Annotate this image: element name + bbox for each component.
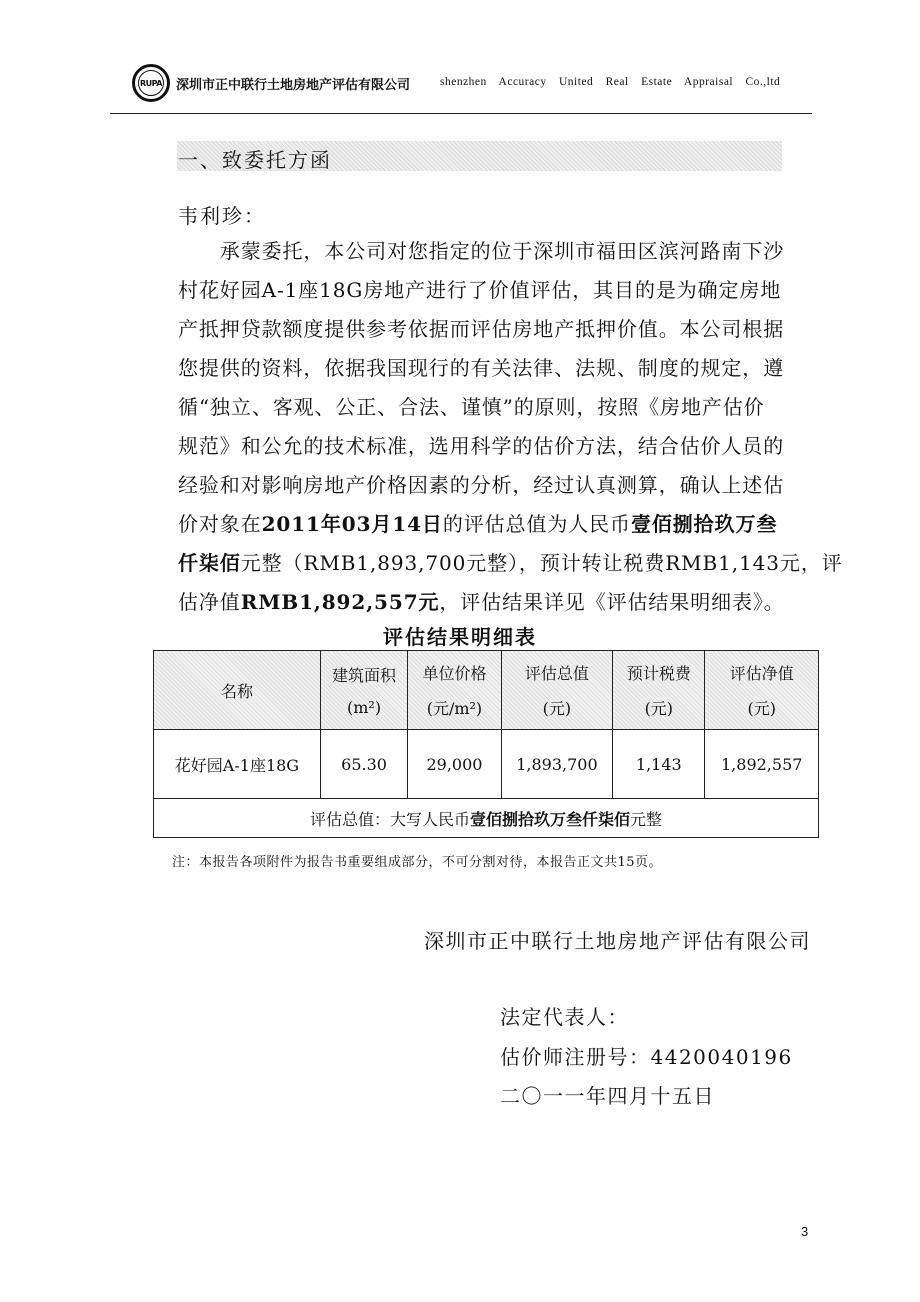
body-line: 产抵押贷款额度提供参考依据而评估房地产抵押价值。本公司根据 bbox=[178, 317, 785, 341]
report-note: 注：本报告各项附件为报告书重要组成部分，不可分割对待，本报告正文共15页。 bbox=[172, 855, 663, 870]
body-text: 元整（RMB1,893,700元整），预计转让税费RMB1,143元，评 bbox=[240, 551, 843, 575]
table-header-cell: 评估总值 (元) bbox=[501, 651, 613, 730]
valuation-date: 2011年03月14日 bbox=[261, 512, 443, 536]
section-title: 一、致委托方函 bbox=[178, 148, 332, 172]
table-cell-net-value: 1,892,557 bbox=[705, 730, 819, 799]
valuation-table bbox=[153, 650, 819, 838]
table-total-cell: 评估总值：大写人民币壹佰捌拾玖万叁仟柒佰元整 bbox=[154, 799, 819, 838]
body-line: 村花好园A-1座18G房地产进行了价值评估，其目的是为确定房地 bbox=[178, 278, 782, 302]
table-header-cell: 单位价格 (元/m²) bbox=[408, 651, 501, 730]
amount-in-words-cont: 仟柒佰 bbox=[178, 551, 241, 575]
appraiser-registration: 估价师注册号：4420040196 bbox=[500, 1045, 793, 1069]
header-company-name-en: shenzhen Accuracy United Real Estate Appraisal Co.,ltd bbox=[440, 76, 781, 88]
table-total-row bbox=[154, 799, 819, 838]
table-header-cell: 建筑面积 (m²) bbox=[320, 651, 407, 730]
table-header-cell: 名称 bbox=[154, 651, 321, 730]
body-text: 估净值 bbox=[178, 590, 241, 614]
table-cell-area: 65.30 bbox=[320, 730, 407, 799]
signature-date: 二〇一一年四月十五日 bbox=[500, 1084, 715, 1108]
table-cell-tax: 1,143 bbox=[613, 730, 705, 799]
total-amount-in-words: 壹佰捌拾玖万叁仟柒佰 bbox=[469, 809, 630, 829]
amount-in-words: 壹佰捌拾玖万叁 bbox=[630, 512, 778, 536]
logo-mark: RUPA bbox=[138, 70, 164, 96]
net-value: RMB1,892,557元 bbox=[240, 590, 440, 614]
signature-company: 深圳市正中联行土地房地产评估有限公司 bbox=[424, 929, 811, 953]
header-company-name-cn: 深圳市正中联行土地房地产评估有限公司 bbox=[176, 78, 411, 93]
body-line: 循“独立、客观、公正、合法、谨慎”的原则，按照《房地产估价 bbox=[178, 395, 765, 419]
table-cell-name: 花好园A-1座18G bbox=[154, 730, 321, 799]
header-divider bbox=[110, 113, 812, 114]
body-text: 价对象在 bbox=[178, 512, 262, 536]
table-header-cell: 评估净值 (元) bbox=[705, 651, 819, 730]
table-cell-unit-price: 29,000 bbox=[408, 730, 501, 799]
body-text: 的评估总值为人民币 bbox=[442, 512, 631, 536]
table-row bbox=[154, 730, 819, 799]
body-line: 规范》和公允的技术标准，选用科学的估价方法，结合估价人员的 bbox=[178, 434, 785, 458]
body-line: 您提供的资料，依据我国现行的有关法律、法规、制度的规定，遵 bbox=[178, 356, 785, 380]
company-logo bbox=[132, 64, 170, 102]
legal-representative: 法定代表人： bbox=[500, 1005, 629, 1029]
body-text: ，评估结果详见《评估结果明细表》。 bbox=[439, 590, 785, 614]
table-header-cell: 预计税费 (元) bbox=[613, 651, 705, 730]
body-line: 经验和对影响房地产价格因素的分析，经过认真测算，确认上述估 bbox=[178, 473, 785, 497]
body-line: 承蒙委托，本公司对您指定的位于深圳市福田区滨河路南下沙 bbox=[178, 239, 785, 263]
table-header-row bbox=[154, 651, 819, 730]
salutation: 韦利珍： bbox=[178, 204, 266, 228]
page-number: 3 bbox=[801, 1224, 809, 1239]
table-title: 评估结果明细表 bbox=[383, 625, 537, 649]
table-cell-total-value: 1,893,700 bbox=[501, 730, 613, 799]
